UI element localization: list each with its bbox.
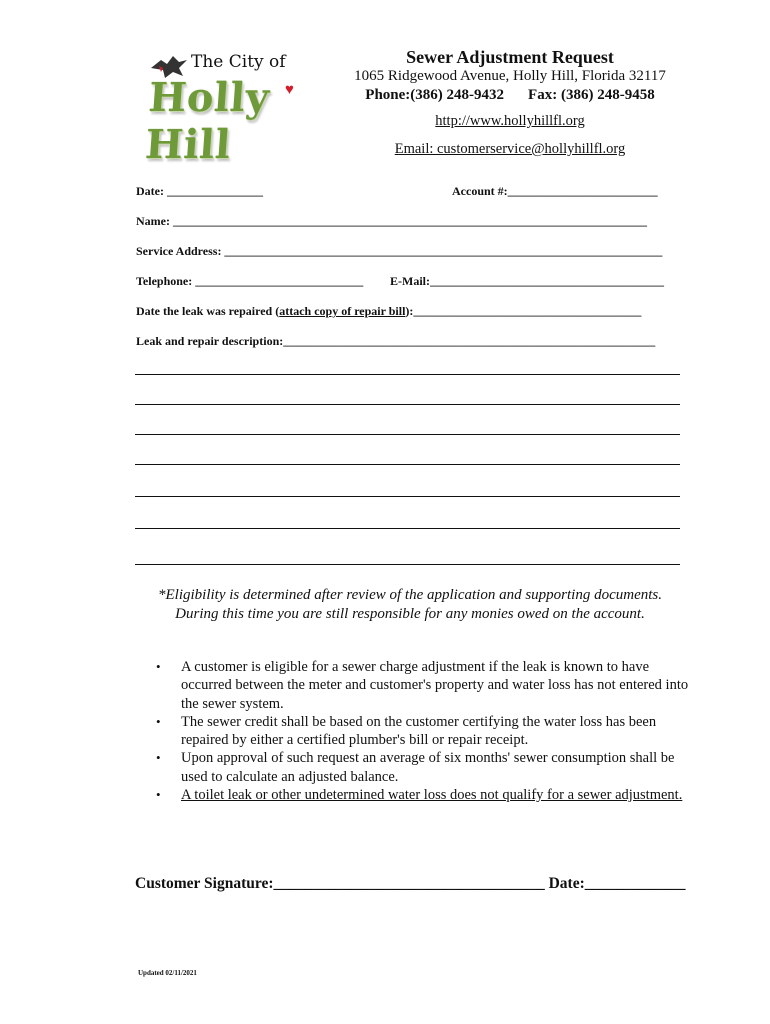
account-field[interactable]: Account #:_________________________	[452, 184, 658, 198]
logo-big-text: Holly Hill	[143, 74, 271, 168]
eligibility-line-2: During this time you are still responsible for any monies owed on the account.	[175, 606, 645, 622]
list-item: • A customer is eligible for a sewer charge adjustment if the leak is known to have occurred between the meter and customer's property and water loss has not entered into the sewer system.	[156, 659, 689, 712]
heart-icon: ♥	[285, 82, 294, 98]
phone-number: Phone:(386) 248-9432	[365, 87, 505, 103]
logo-small-text: The City of	[191, 52, 286, 72]
date-field[interactable]: Date: ________________	[136, 184, 263, 198]
bullet-icon: •	[156, 787, 161, 803]
description-line[interactable]	[135, 528, 680, 529]
description-line[interactable]	[135, 496, 680, 497]
city-logo	[143, 46, 323, 168]
description-line[interactable]	[135, 464, 680, 465]
bullet-icon: •	[156, 659, 161, 674]
leak-repair-date-field[interactable]	[136, 304, 641, 319]
description-field[interactable]: Leak and repair description:______________________________________________________________	[136, 334, 656, 348]
updated-date: Updated 02/11/2021	[138, 969, 197, 977]
eligibility-line-1: *Eligibility is determined after review of the application and supporting documents.	[158, 587, 662, 603]
city-address: 1065 Ridgewood Avenue, Holly Hill, Florida 32117	[354, 68, 666, 84]
form-title: Sewer Adjustment Request	[406, 47, 614, 67]
name-field[interactable]: Name: _______________________________________________________________________________	[136, 214, 647, 228]
attach-bill-note: attach copy of repair bill	[279, 304, 406, 318]
telephone-field[interactable]: Telephone: ____________________________	[136, 274, 364, 288]
list-item: • Upon approval of such request an average of six months' sewer consumption shall be used to calculate an adjusted balance.	[156, 750, 675, 785]
description-line[interactable]	[135, 374, 680, 375]
service-address-field[interactable]: Service Address: _________________________________________________________________________	[136, 244, 663, 258]
email-field[interactable]: E-Mail:_______________________________________	[390, 274, 664, 288]
list-item: • A toilet leak or other undetermined water loss does not qualify for a sewer adjustment.	[156, 787, 683, 804]
description-line[interactable]	[135, 434, 680, 435]
email-link[interactable]: Email: customerservice@hollyhillfl.org	[394, 141, 626, 157]
website-link[interactable]: http://www.hollyhillfl.org	[435, 113, 585, 129]
bullet-icon: •	[156, 750, 161, 766]
leak-date-label: Date the leak was repaired (	[136, 304, 280, 318]
customer-signature-field[interactable]: Customer Signature:___________________________________ Date:_____________	[135, 875, 686, 892]
description-line[interactable]	[135, 564, 680, 565]
conditions-list	[154, 658, 694, 804]
bullet-icon: •	[156, 713, 161, 729]
fax-number: Fax: (386) 248-9458	[528, 87, 655, 103]
phone-fax-line	[330, 87, 690, 104]
description-line[interactable]	[135, 404, 680, 405]
eligibility-note	[120, 586, 700, 624]
list-item: • The sewer credit shall be based on the customer certifying the water loss has been repaired by either a certified plumber's bill or repair receipt.	[156, 713, 657, 749]
leak-date-blank: ):______________________________________	[405, 304, 642, 318]
